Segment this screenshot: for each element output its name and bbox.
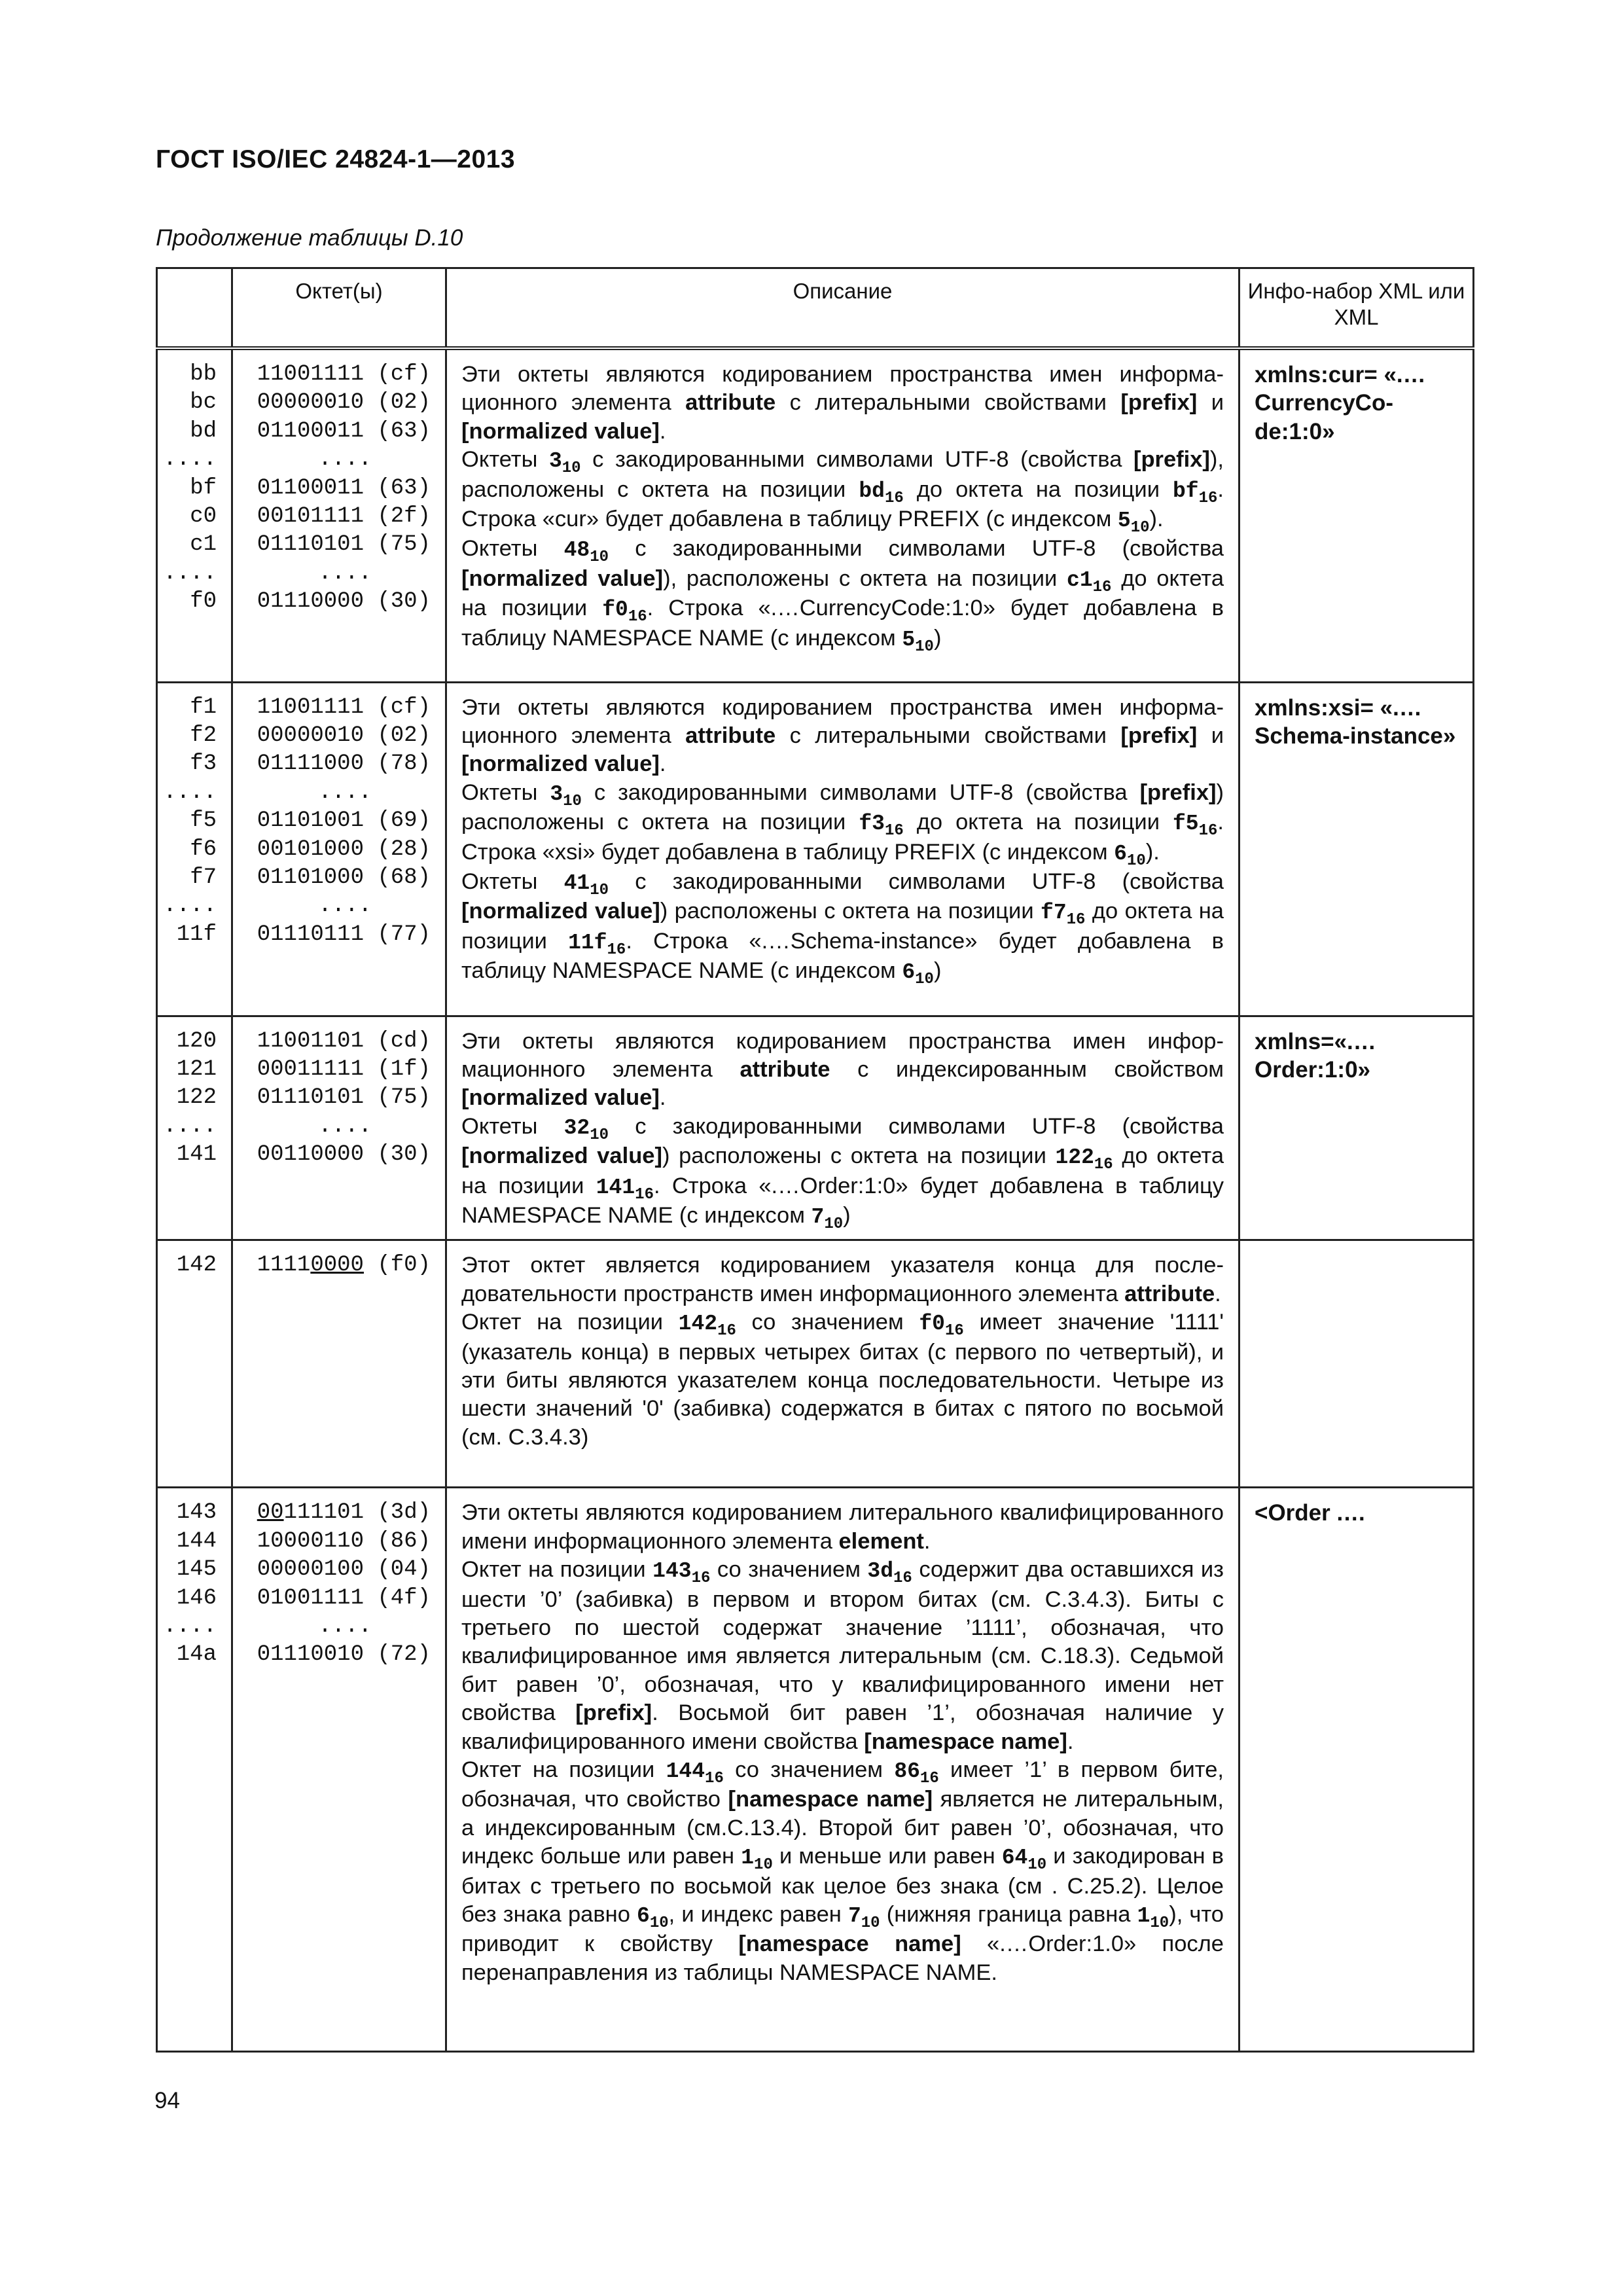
octet-value: 01100011 (63) <box>257 418 431 444</box>
address-cell <box>157 1488 232 2052</box>
address: bc <box>190 390 217 416</box>
octet-value: 00000010 (02) <box>257 723 431 748</box>
description-cell: Эти октеты являются кодированием пространства имен информационного элемента attribute с литеральными свойствами [prefix] и [normalized value]. Октеты $3_{10}$ с закодированными символами UTF-8 (свойства [prefix]) расположены с октета на позиции $f3_{16}$ до октета на позиции $f5_{16}$. Строка «xsi» будет добавлена в таблицу PREFIX (с индексом $6_{10}$). Октеты $41_{10}$ с закодированными символами UTF-8 (свойства [normalized value]) расположены с октета на позиции $f7_{16}$ до октета на позиции $11f_{16}$. Строка «.…Schema-instance» будет добавлена в таблицу NAMESPACE NAME (с индексом $6_{10}$) <box>446 682 1240 1016</box>
address-cell <box>157 1240 232 1488</box>
octet-value: 00000100 (04) <box>257 1557 431 1583</box>
column-header-address <box>157 268 232 349</box>
table-row <box>157 1016 1474 1240</box>
octet-value: 01100011 (63) <box>257 475 431 501</box>
octet-value: .... <box>318 560 372 586</box>
octet-value: .... <box>318 447 372 473</box>
address: c0 <box>190 504 217 529</box>
octet-value: 01101001 (69) <box>257 808 431 834</box>
document-header: ГОСТ ISO/IEC 24824-1—2013 <box>156 145 516 173</box>
description-cell: Этот октет является кодированием указателя конца для последовательности пространств имен информационного элемента attribute. Октет на позиции $142_{16}$ со значением $f0_{16}$ имеет значение '1111' (указатель конца) в первых четырех битах (с первого по четвертый), и эти биты являются указателем конца последовательности. Четыре из шести значений '0' (забивка) содержатся в битах с пятого по восьмой (см. С.3.4.3) <box>446 1240 1240 1488</box>
address: 146 <box>176 1585 217 1611</box>
octet-value: 01111000 (78) <box>257 751 431 777</box>
description-cell: Эти октеты являются кодированием литерального квалифицированного имени информационного элемента element. Октет на позиции $143_{16}$ со значением $3d_{16}$ содержит два оставшихся из шести ’0’ (забивка) в первом и втором битах (см. С.3.4.3). Биты с третьего по шестой содержат значение ’1111’, обозначая, что квалифицированное имя является литеральным (см. С.18.3). Седьмой бит равен ’0’, обозначая, что у квалифицированного имени нет свойства [prefix]. Восьмой бит равен ’1’, обозначая наличие у квалифицированного имени свойства [namespace name]. Октет на позиции $144_{16}$ со значением $86_{16}$ имеет ’1’ в первом бите, обозначая, что свойство [namespace name] является не литеральным, а индексированным (см.С.13.4). Второй бит равен ’0’, обозначая, что индекс больше или равен $1_{10}$ и меньше или равен $64_{10}$ и закодирован в битах с третьего по восьмой как целое без знака (см . С.25.2). Целое без знака равно $6_{10}$, и индекс равен $7_{10}$ (нижняя граница равна $1_{10}$), что приводит к свойству [namespace name] «.…Order:1.0» после перенаправления из таблицы NAMESPACE NAME. <box>446 1488 1240 2052</box>
address: .... <box>163 893 217 919</box>
xml-cell: <Order .… <box>1240 1488 1474 2052</box>
data-table <box>156 267 1474 2053</box>
address: 14a <box>176 1642 217 1668</box>
octet-value-underlined: 11110000 (f0) <box>257 1253 431 1278</box>
xml-cell <box>1240 1240 1474 1488</box>
octet-value: .... <box>318 780 372 805</box>
octet-value: 10000110 (86) <box>257 1528 431 1554</box>
address: 121 <box>176 1056 217 1082</box>
octet-value: 01110000 (30) <box>257 589 431 615</box>
address: 144 <box>176 1528 217 1554</box>
description-cell: Эти октеты являются кодированием пространства имен информационного элемента attribute с литеральными свойствами [prefix] и [normalized value]. Октеты $3_{10}$ с закодированными символами UTF-8 (свойства [prefix]), расположены с октета на позиции $bd_{16}$ до октета на позиции $bf_{16}$. Строка «cur» будет добавлена в таблицу PREFIX (с индексом $5_{10}$). Октеты $48_{10}$ с закодированными символами UTF-8 (свойства [normalized value]), расположены с октета на позиции $c1_{16}$ до октета на позиции $f0_{16}$. Строка «.…CurrencyCode:1:0» будет добавлена в таблицу NAMESPACE NAME (с индексом $5_{10}$) <box>446 348 1240 682</box>
address: .... <box>163 560 217 586</box>
octets-cell <box>232 1016 446 1240</box>
octet-value: 00000010 (02) <box>257 390 431 416</box>
octet-value: 00101111 (2f) <box>257 504 431 529</box>
address: f2 <box>190 723 217 748</box>
octets-cell <box>232 682 446 1016</box>
table-row <box>157 1488 1474 2052</box>
octet-value: 00110000 (30) <box>257 1142 431 1168</box>
xml-cell: xmlns:xsi= «.…Schema-instance» <box>1240 682 1474 1016</box>
octet-value: 00011111 (1f) <box>257 1056 431 1082</box>
address-cell <box>157 682 232 1016</box>
octets-cell <box>232 348 446 682</box>
address: f0 <box>190 589 217 615</box>
octets-cell <box>232 1488 446 2052</box>
address: 141 <box>176 1142 217 1168</box>
octets-cell <box>232 1240 446 1488</box>
table-row <box>157 1240 1474 1488</box>
address: f6 <box>190 836 217 862</box>
address: .... <box>163 1613 217 1639</box>
octet-value: 01110111 (77) <box>257 922 431 947</box>
octet-value: 01110010 (72) <box>257 1642 431 1668</box>
address: 122 <box>176 1085 217 1111</box>
address: c1 <box>190 532 217 558</box>
address: 120 <box>176 1028 217 1054</box>
address: 145 <box>176 1557 217 1583</box>
octet-value: 01110101 (75) <box>257 532 431 558</box>
address: bd <box>190 418 217 444</box>
octet-value-underlined: 00111101 (3d) <box>257 1500 431 1526</box>
octet-value: 11001111 (cf) <box>257 362 431 387</box>
octet-value: 11001101 (cd) <box>257 1028 431 1054</box>
address: f5 <box>190 808 217 834</box>
table-header-row <box>157 268 1474 349</box>
description-cell: Эти октеты являются кодированием пространства имен информационного элемента attribute с индексированным свойством [normalized value]. Октеты $32_{10}$ с закодированными символами UTF-8 (свойства [normalized value]) расположены с октета на позиции $122_{16}$ до октета на позиции $141_{16}$. Строка «.…Order:1:0» будет добавлена в таблицу NAMESPACE NAME (с индексом $7_{10}$) <box>446 1016 1240 1240</box>
column-header-octets: Октет(ы) <box>232 268 446 349</box>
address: .... <box>163 1113 217 1139</box>
octet-value: 01101000 (68) <box>257 865 431 890</box>
octet-value: .... <box>318 893 372 919</box>
octet-value: 11001111 (cf) <box>257 694 431 720</box>
octet-value: 01001111 (4f) <box>257 1585 431 1611</box>
xml-cell: xmlns:cur= «.…CurrencyCo-de:1:0» <box>1240 348 1474 682</box>
address: .... <box>163 780 217 805</box>
address: bb <box>190 362 217 387</box>
octet-value: 00101000 (28) <box>257 836 431 862</box>
xml-cell: xmlns=«.… Order:1:0» <box>1240 1016 1474 1240</box>
address: f3 <box>190 751 217 777</box>
octet-value: .... <box>318 1613 372 1639</box>
address: 142 <box>176 1253 217 1278</box>
address-cell <box>157 1016 232 1240</box>
column-header-description: Описание <box>446 268 1240 349</box>
table-row <box>157 348 1474 682</box>
address: 143 <box>176 1500 217 1526</box>
address: bf <box>190 475 217 501</box>
page-number: 94 <box>154 2088 180 2113</box>
octet-value: .... <box>318 1113 372 1139</box>
address: 11f <box>176 922 217 947</box>
column-header-xml: Инфо-набор XML или XML <box>1240 268 1474 349</box>
address: f1 <box>190 694 217 720</box>
table-row <box>157 682 1474 1016</box>
address: f7 <box>190 865 217 890</box>
address-cell <box>157 348 232 682</box>
address: .... <box>163 447 217 473</box>
octet-value: 01110101 (75) <box>257 1085 431 1111</box>
table-caption: Продолжение таблицы D.10 <box>156 225 463 251</box>
